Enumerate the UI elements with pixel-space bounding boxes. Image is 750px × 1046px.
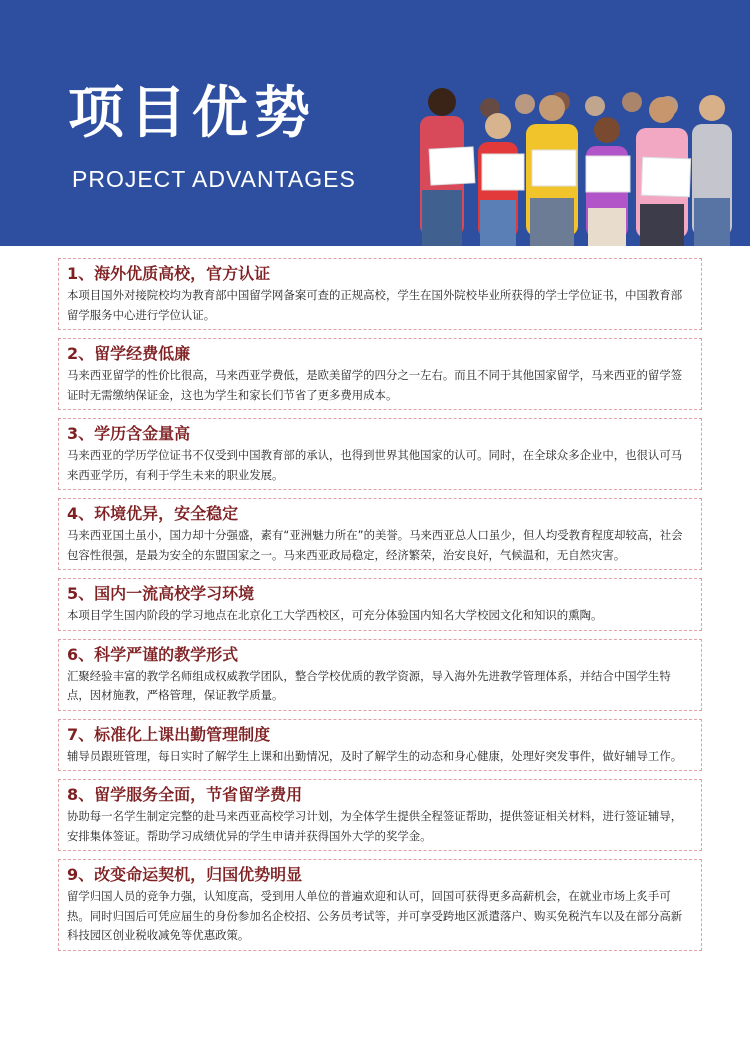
advantage-text: 留学归国人员的竞争力强，认知度高，受到用人单位的普遍欢迎和认可，回国可获得更多高薪机会，在就业市场上炙手可热。同时归国后可凭应届生的身份参加名企校招、公务员考试等，并可享受跨地区派遣落户、购买免税汽车以及在部分高新科技园区创业税收减免等优惠政策。 [67, 889, 683, 942]
advantage-text: 汇聚经验丰富的教学名师组成权威教学团队，整合学校优质的教学资源，导入海外先进教学管理体系，并结合中国学生特点，因材施教，严格管理，保证教学质量。 [67, 668, 671, 702]
advantage-title: 3、学历含金量高 [67, 424, 191, 443]
advantage-item-7 [58, 719, 702, 772]
advantage-item-8 [58, 779, 702, 851]
advantage-title: 5、国内一流高校学习环境 [67, 584, 255, 603]
advantage-title: 2、留学经费低廉 [67, 344, 191, 363]
advantage-title: 6、科学严谨的教学形式 [67, 644, 239, 664]
advantage-item-3 [58, 418, 702, 490]
header-banner [0, 0, 750, 246]
advantages-list [58, 258, 702, 959]
advantage-text: 本项目学生国内阶段的学习地点在北京化工大学西校区，可充分体验国内知名大学校园文化和知识的熏陶。 [67, 608, 603, 622]
advantage-text: 马来西亚留学的性价比很高，马来西亚学费低，是欧美留学的四分之一左右。而且不同于其他国家留学，马来西亚的留学签证时无需缴纳保证金，这也为学生和家长们节省了更多费用成本。 [67, 368, 683, 402]
advantage-title: 8、留学服务全面，节省留学费用 [67, 785, 303, 804]
students-photo [400, 80, 740, 246]
advantage-text: 马来西亚的学历学位证书不仅受到中国教育部的承认，也得到世界其他国家的认可。同时，在全球众多企业中，也很认可马来西亚学历，有利于学生未来的职业发展。 [67, 448, 683, 482]
advantage-text: 辅导员跟班管理，每日实时了解学生上课和出勤情况，及时了解学生的动态和身心健康，处理好突发事件，做好辅导工作。 [67, 748, 683, 763]
advantage-item-2 [58, 338, 702, 410]
advantage-text: 马来西亚国土虽小，国力却十分强盛，素有“亚洲魅力所在”的美誉。马来西亚总人口虽少，但人均受教育程度却较高，社会包容性很强，是最为安全的东盟国家之一。马来西亚政局稳定，经济繁荣，治安良好，气候温和，无自然灾害。 [67, 528, 683, 562]
advantage-item-5 [58, 578, 702, 631]
advantage-item-4 [58, 498, 702, 570]
advantage-item-1 [58, 258, 702, 330]
advantage-title: 4、环境优异，安全稳定 [67, 504, 239, 523]
advantage-title: 1、海外优质高校，官方认证 [67, 264, 271, 283]
advantage-title: 7、标准化上课出勤管理制度 [67, 724, 271, 744]
advantage-item-6 [58, 639, 702, 711]
page-title: 项目优势 [68, 81, 316, 146]
advantage-item-9 [58, 859, 702, 951]
advantage-text: 本项目国外对接院校均为教育部中国留学网备案可查的正规高校，学生在国外院校毕业所获得的学士学位证书，中国教育部留学服务中心进行学位认证。 [67, 288, 683, 322]
page-subtitle: PROJECT ADVANTAGES [72, 166, 356, 192]
advantage-title: 9、改变命运契机，归国优势明显 [67, 865, 303, 884]
advantage-text: 协助每一名学生制定完整的赴马来西亚高校学习计划，为全体学生提供全程签证帮助，提供签证相关材料，进行签证辅导，安排集体签证。帮助学习成绩优异的学生申请并获得国外大学的奖学金。 [67, 809, 683, 843]
